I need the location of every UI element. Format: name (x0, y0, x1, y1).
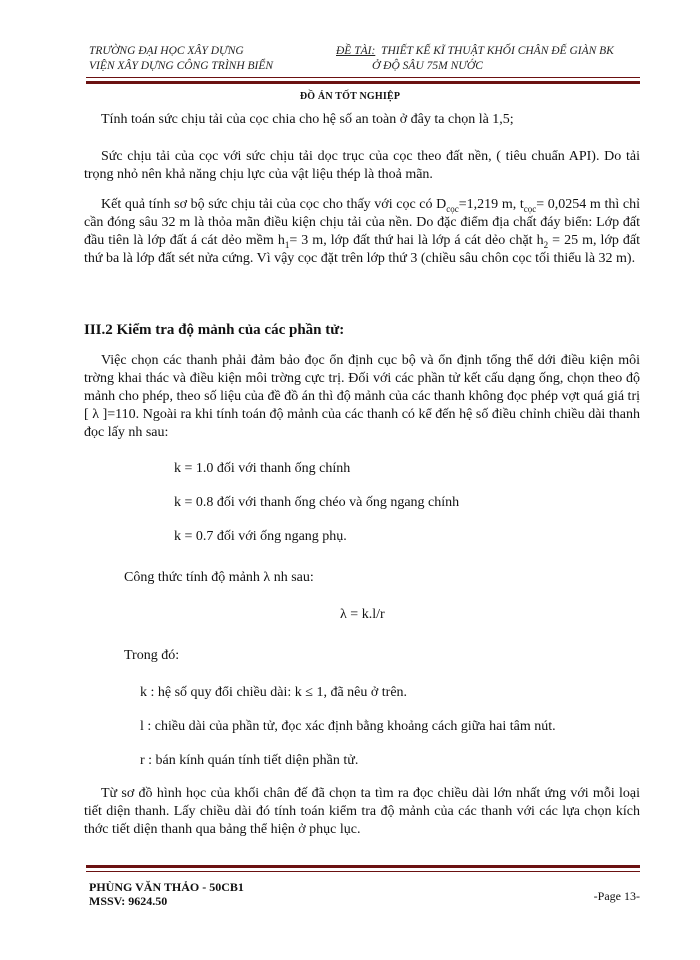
header-rule-thin (86, 77, 640, 78)
paragraph-pile-results: Kết quả tính sơ bộ sức chịu tải của cọc cho thấy với cọc có $D_{cọc}=1,219$ m, $t_{cọc}= 0,0254$ m thì chỉ cần đóng sâu 32 m là thỏa mãn điều kiện chịu tải của nền. Do đặc điểm địa chất đáy biển: Lớp đất đầu tiên là lớp đất á cát dẻo mềm $h_1= 3$ m, lớp đất thứ hai là lớp á cát dẻo chặt $h_2 = 25$ m, lớp đất thứ ba là lớp đất sét nửa cứng. Vì vậy cọc đặt trên lớp thứ 3 (chiều sâu chôn cọc tối thiểu là 32 m). (84, 197, 640, 266)
paragraph-slenderness: Việc chọn các thanh phải đảm bảo đọc ổn định cục bộ và ổn định tổng thể dới điều kiện môi trờng khai thác và điều kiện môi trờng cực trị. Đối với các phần tử kết cấu dạng ống, chọn theo độ mảnh cho phép, theo số liệu của đề đồ án thì độ mảnh của các thanh không đọc phép vợt quá giá trị [ λ ]=110. Ngoài ra khi tính toán độ mảnh của các thanh có kể đến hệ số điều chỉnh chiều dài thanh đọc lấy nh sau: (84, 353, 640, 440)
k-item-secondary: k = 0.7 đối với ống ngang phụ. (174, 529, 347, 544)
document-subtitle: ĐỒ ÁN TỐT NGHIỆP (299, 91, 401, 102)
topic-label: ĐỀ TÀI: (336, 45, 376, 57)
footer-rule-thin (86, 871, 640, 872)
header-right (336, 44, 614, 74)
formula-intro: Công thức tính độ mảnh λ nh sau: (124, 570, 314, 585)
footer-rule-thick (86, 865, 640, 868)
paragraph-geometry: Từ sơ đồ hình học của khối chân đế đã chọn ta tìm ra đọc chiều dài lớn nhất ứng với mỗi loại tiết diện thanh. Lấy chiều dài đó tính toán kiểm tra độ mảnh của các thanh với các lựa chọn kích thớc tiết diện thanh qua bảng thể hiện ở phục lục. (84, 786, 640, 837)
lambda-symbol: λ (263, 570, 271, 585)
section-heading: III.2 Kiểm tra độ mảnh của các phần tử: (84, 322, 345, 338)
where-label: Trong đó: (124, 648, 180, 663)
definition-k: k : hệ số quy đổi chiều dài: k ≤ 1, đã nêu ở trên. (140, 685, 408, 700)
footer-author (89, 880, 244, 908)
university-name: TRƯỜNG ĐẠI HỌC XÂY DỰNG (89, 45, 244, 57)
paragraph-safety-factor: Tính toán sức chịu tải của cọc chia cho hệ số an toàn ở đây ta chọn là 1,5; (101, 112, 514, 127)
k-item-diagonal: k = 0.8 đối với thanh ống chéo và ống ngang chính (174, 495, 460, 510)
header-left (89, 44, 273, 74)
paragraph-bearing-capacity: Sức chịu tải của cọc với sức chịu tải dọc trục của cọc theo đất nền, ( tiêu chuẩn API). Do tải trọng nhỏ nên khả năng chịu lực của vật liệu thép là thoả mãn. (84, 149, 640, 182)
author-name: PHÙNG VĂN THẢO - 50CB1 (89, 880, 244, 894)
topic-line-1: THIẾT KẾ KĨ THUẬT KHỐI CHÂN ĐẾ GIÀN BK (381, 45, 614, 57)
institute-name: VIỆN XÂY DỰNG CÔNG TRÌNH BIỂN (89, 60, 274, 72)
formula: λ = k.l/r (340, 607, 385, 622)
topic-line-2: Ở ĐỘ SÂU 75M NƯỚC (372, 60, 483, 72)
page-number: -Page 13- (593, 889, 640, 903)
lambda-symbol: λ (92, 407, 100, 422)
header-rule-thick (86, 81, 640, 84)
definition-r: r : bán kính quán tính tiết diện phần tử. (140, 753, 359, 768)
student-id: MSSV: 9624.50 (89, 894, 168, 908)
definition-l: l : chiều dài của phần tử, đọc xác định bằng khoảng cách giữa hai tâm nút. (140, 719, 556, 734)
lambda-symbol: λ (340, 607, 347, 622)
k-item-main: k = 1.0 đối với thanh ống chính (174, 461, 351, 476)
